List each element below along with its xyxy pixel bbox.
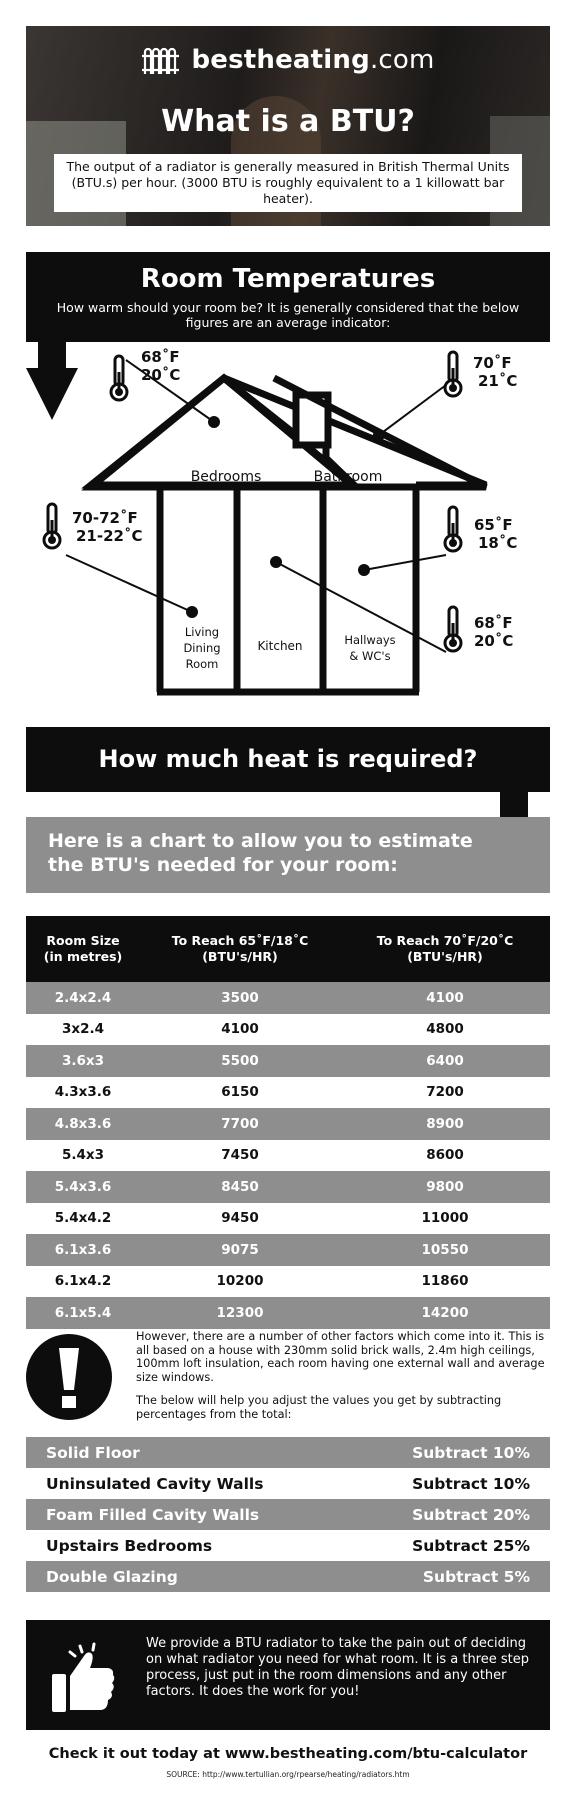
cell-btu-70f: 4800	[426, 1021, 464, 1038]
list-item	[26, 1530, 550, 1561]
temp-c-hallways: 18˚C	[478, 534, 518, 552]
temp-c-bathroom: 21˚C	[478, 372, 518, 390]
adjustment-value: Subtract 25%	[412, 1536, 530, 1555]
adjustment-label: Uninsulated Cavity Walls	[46, 1474, 264, 1493]
cell-btu-65f: 7450	[221, 1147, 259, 1164]
room-label-dining: Dining	[183, 641, 221, 655]
cell-btu-70f: 7200	[426, 1084, 464, 1101]
thermometer-icon	[111, 356, 127, 400]
promo-text: We provide a BTU radiator to take the pain out of deciding on what radiator you need for what room. It is a three step process, just put in the room dimensions and any other factors. It does the work for you!	[146, 1636, 529, 1699]
cell-btu-65f: 8450	[221, 1178, 259, 1195]
room-temperatures-banner	[26, 252, 550, 342]
cell-btu-65f: 12300	[216, 1304, 264, 1321]
logo-text: bestheating.com	[191, 45, 435, 75]
table-row	[26, 1045, 550, 1077]
adjustment-label: Upstairs Bedrooms	[46, 1536, 213, 1555]
room-label-room: Room	[185, 657, 219, 671]
exclamation-icon	[26, 1334, 112, 1420]
table-row	[26, 1266, 550, 1298]
list-item	[26, 1561, 550, 1592]
list-item	[26, 1437, 550, 1468]
chart-intro-text: Here is a chart to allow you to estimate the BTU's needed for your room:	[48, 830, 473, 876]
source-citation[interactable]: SOURCE: http://www.tertullian.org/rpearse/heating/radiators.htm	[166, 1770, 410, 1779]
header-70f: To Reach 70˚F/20˚C (BTU's/HR)	[376, 933, 514, 964]
cell-btu-70f: 11860	[421, 1273, 469, 1290]
cell-btu-70f: 4100	[426, 989, 464, 1006]
cell-room-size: 5.4x3.6	[54, 1178, 112, 1195]
room-label-hallways: Hallways	[344, 633, 396, 647]
heat-required-banner: How much heat is required?	[26, 727, 550, 792]
temp-f-bedrooms: 68˚F	[141, 348, 180, 366]
house-diagram	[26, 340, 550, 710]
table-row	[26, 1203, 550, 1235]
table-row	[26, 1297, 550, 1329]
table-row	[26, 1108, 550, 1140]
cell-room-size: 6.1x4.2	[54, 1273, 112, 1290]
cell-btu-65f: 6150	[221, 1084, 259, 1101]
factors-note-adjust: The below will help you adjust the values you get by subtracting percentages from the total:	[136, 1394, 502, 1421]
header-room-size: Room Size (in metres)	[43, 933, 123, 964]
intro-text: The output of a radiator is generally measured in British Thermal Units (BTU.s) per hour. (3000 BTU is roughly equivalent to a 1 killowatt bar heater).	[54, 154, 522, 212]
table-row	[26, 1140, 550, 1172]
table-row	[26, 1234, 550, 1266]
thermometer-icon	[445, 507, 461, 551]
cell-room-size: 4.8x3.6	[54, 1115, 112, 1132]
section-title: Room Temperatures	[140, 264, 436, 294]
thumbs-up-icon	[50, 1642, 122, 1716]
cell-room-size: 6.1x5.4	[54, 1304, 112, 1321]
cell-btu-65f: 4100	[221, 1021, 259, 1038]
thermometer-icon	[445, 607, 461, 651]
cell-room-size: 5.4x3	[61, 1147, 105, 1164]
chart-intro	[26, 817, 550, 893]
cell-room-size: 2.4x2.4	[54, 989, 112, 1006]
adjustment-label: Solid Floor	[46, 1443, 140, 1462]
table-row	[26, 982, 550, 1014]
cell-btu-70f: 8900	[426, 1115, 464, 1132]
cell-room-size: 3.6x3	[61, 1052, 105, 1069]
cell-btu-70f: 6400	[426, 1052, 464, 1069]
adjustment-value: Subtract 10%	[412, 1474, 530, 1493]
header-65f: To Reach 65˚F/18˚C (BTU's/HR)	[171, 933, 309, 964]
list-item	[26, 1468, 550, 1499]
cell-btu-65f: 7700	[221, 1115, 259, 1132]
cell-room-size: 6.1x3.6	[54, 1241, 112, 1258]
table-row	[26, 1171, 550, 1203]
table-row	[26, 1077, 550, 1109]
cell-room-size: 3x2.4	[61, 1021, 105, 1038]
room-label-bedrooms: Bedrooms	[190, 469, 262, 485]
promo-banner	[26, 1620, 550, 1730]
adjustment-label: Foam Filled Cavity Walls	[46, 1505, 260, 1524]
list-item	[26, 1499, 550, 1530]
arrow-down-icon	[26, 340, 78, 420]
radiator-logo-icon	[141, 44, 181, 76]
cta-link[interactable]: Check it out today at www.bestheating.com/btu-calculator	[48, 1746, 528, 1762]
site-logo[interactable]	[26, 44, 550, 76]
hero-banner	[26, 26, 550, 226]
cell-btu-65f: 9075	[221, 1241, 259, 1258]
room-label-wc: & WC's	[349, 649, 391, 663]
cell-btu-70f: 8600	[426, 1147, 464, 1164]
factors-note-assumptions: However, there are a number of other factors which come into it. This is all based on a house with 230mm solid brick walls, 2.4m high ceilings, 100mm loft insulation, each room having one external wall and average size windows.	[136, 1330, 545, 1384]
cell-btu-65f: 9450	[221, 1210, 259, 1227]
adjustment-label: Double Glazing	[46, 1567, 178, 1586]
temp-f-hallways: 65˚F	[474, 516, 513, 534]
temp-f-kitchen: 68˚F	[474, 614, 513, 632]
thermometer-icon	[445, 352, 461, 396]
temp-f-living: 70-72˚F	[72, 509, 138, 527]
factors-note	[26, 1330, 550, 1430]
adjustment-value: Subtract 5%	[422, 1567, 530, 1586]
factors-text	[136, 1330, 556, 1422]
room-label-living: Living	[184, 625, 220, 639]
cell-btu-70f: 10550	[421, 1241, 469, 1258]
table-header	[26, 916, 550, 982]
cell-btu-65f: 10200	[216, 1273, 264, 1290]
adjustment-value: Subtract 20%	[412, 1505, 530, 1524]
cell-btu-65f: 3500	[221, 989, 259, 1006]
temp-c-kitchen: 20˚C	[474, 632, 514, 650]
cell-btu-70f: 14200	[421, 1304, 469, 1321]
room-label-kitchen: Kitchen	[257, 639, 303, 653]
cell-room-size: 5.4x4.2	[54, 1210, 112, 1227]
cell-btu-65f: 5500	[221, 1052, 259, 1069]
btu-table	[26, 916, 550, 1329]
temp-c-bedrooms: 20˚C	[141, 366, 181, 384]
cell-room-size: 4.3x3.6	[54, 1084, 112, 1101]
adjustment-list	[26, 1437, 550, 1592]
cell-btu-70f: 9800	[426, 1178, 464, 1195]
table-row	[26, 1014, 550, 1046]
adjustment-value: Subtract 10%	[412, 1443, 530, 1462]
section-subtitle: How warm should your room be? It is generally considered that the below figures are an average indicator:	[56, 300, 520, 330]
temp-c-living: 21-22˚C	[76, 527, 143, 545]
page-title: What is a BTU?	[161, 104, 415, 139]
cell-btu-70f: 11000	[421, 1210, 469, 1227]
room-label-bathroom: Bathroom	[313, 469, 383, 485]
temp-f-bathroom: 70˚F	[473, 354, 512, 372]
thermometer-icon	[44, 504, 60, 548]
